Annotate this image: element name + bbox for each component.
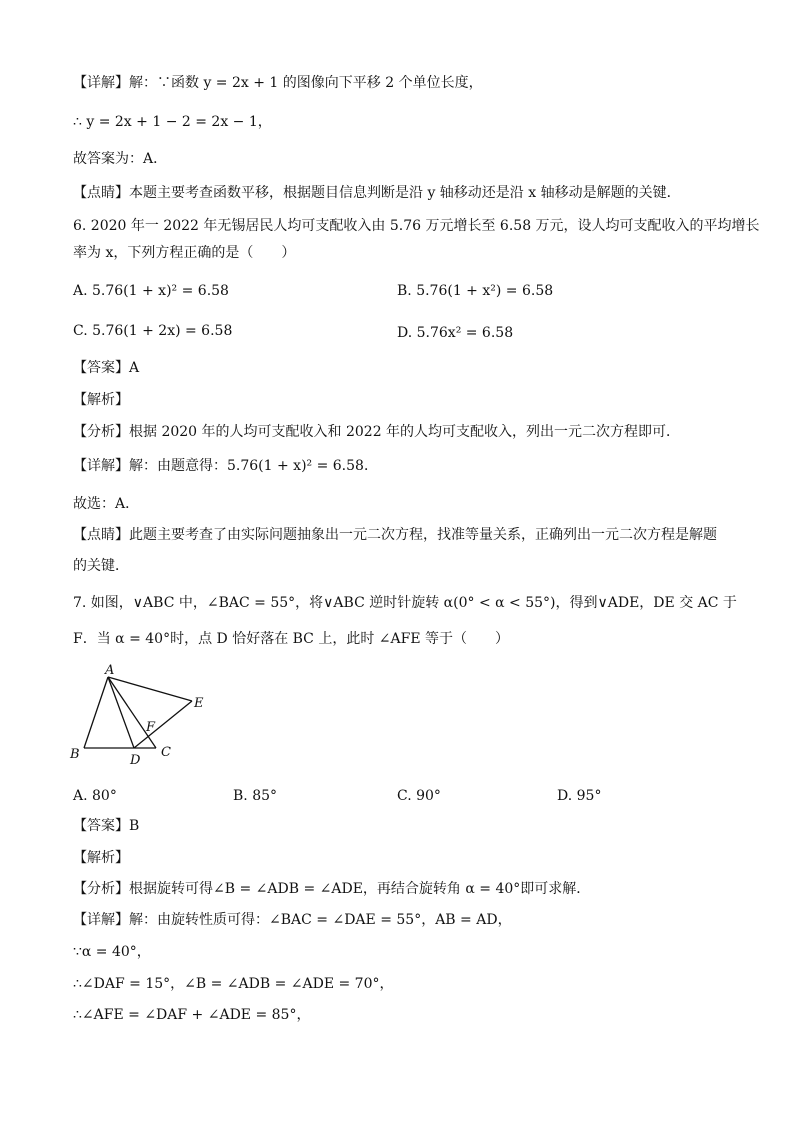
q6-answer: 【答案】A [73, 360, 140, 376]
q6-option-b: B. 5.76(1 + x²) = 6.58 [397, 283, 554, 299]
q6-stem-1: 6. 2020 年一 2022 年无锡居民人均可支配收入由 5.76 万元增长至 6.58 万元，设人均可支配收入的平均增长 [73, 218, 760, 234]
q7-detail-3: ∴∠DAF = 15°，∠B = ∠ADB = ∠ADE = 70°， [73, 976, 394, 992]
line-detail-1: 【详解】解：∵函数 y = 2x + 1 的图像向下平移 2 个单位长度， [73, 75, 483, 91]
label-d: D [130, 753, 141, 768]
q7-option-c: C. 90° [397, 788, 441, 804]
q7-analysis: 【分析】根据旋转可得∠B = ∠ADB = ∠ADE，再结合旋转角 α = 40°即可求解． [73, 881, 591, 897]
label-a: A [105, 663, 115, 678]
q6-analysis-heading: 【解析】 [73, 392, 129, 408]
q6-option-d: D. 5.76x² = 6.58 [397, 325, 514, 341]
line-derivation: ∴ y = 2x + 1 − 2 = 2x − 1， [73, 114, 272, 130]
q6-stem-2: 率为 x，下列方程正确的是（ ） [73, 245, 296, 261]
segment-ad [108, 677, 134, 748]
q6-analysis: 【分析】根据 2020 年的人均可支配收入和 2022 年的人均可支配收入，列出一元二次方程即可． [73, 424, 681, 440]
q6-choice: 故选：A． [73, 496, 140, 512]
q6-option-c: C. 5.76(1 + 2x) = 6.58 [73, 323, 233, 339]
q7-detail-1: 【详解】解：由旋转性质可得：∠BAC = ∠DAE = 55°，AB = AD， [73, 912, 512, 928]
q7-option-b: B. 85° [233, 788, 278, 804]
segment-ae [108, 677, 192, 701]
q7-detail-2: ∵α = 40°， [73, 944, 151, 960]
q7-analysis-heading: 【解析】 [73, 850, 129, 866]
segment-ac [108, 677, 156, 748]
line-answer-prev: 故答案为：A． [73, 151, 168, 167]
label-e: E [194, 696, 204, 711]
label-c: C [161, 745, 171, 760]
q6-detail: 【详解】解：由题意得：5.76(1 + x)² = 6.58． [73, 458, 378, 474]
label-b: B [70, 747, 80, 762]
q6-option-a: A. 5.76(1 + x)² = 6.58 [73, 283, 229, 299]
q7-option-a: A. 80° [73, 788, 117, 804]
q7-option-d: D. 95° [557, 788, 602, 804]
q7-stem-2: F．当 α = 40°时，点 D 恰好落在 BC 上，此时 ∠AFE 等于（ ） [73, 631, 510, 647]
segment-de [134, 701, 192, 748]
q7-answer: 【答案】B [73, 818, 140, 834]
q7-stem-1: 7. 如图，∨ABC 中，∠BAC = 55°，将∨ABC 逆时针旋转 α(0° < α < 55°)，得到∨ADE，DE 交 AC 于 [73, 595, 737, 611]
triangle-figure [66, 660, 216, 770]
segment-ab [84, 677, 108, 748]
line-comment-prev: 【点睛】本题主要考查函数平移，根据题目信息判断是沿 y 轴移动还是沿 x 轴移动是解题的关键． [73, 185, 681, 201]
label-f: F [146, 720, 156, 735]
q6-comment-1: 【点睛】此题主要考查了由实际问题抽象出一元二次方程，找准等量关系，正确列出一元二次方程是解题 [73, 527, 717, 543]
q6-comment-2: 的关键． [73, 558, 129, 574]
q7-detail-4: ∴∠AFE = ∠DAF + ∠ADE = 85°， [73, 1007, 311, 1023]
